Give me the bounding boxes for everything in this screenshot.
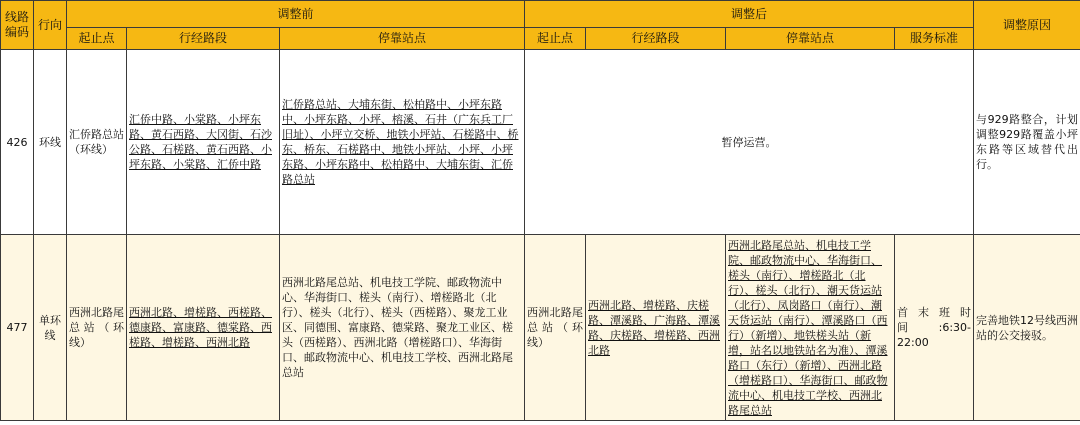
service-standard-cell: 首末班时间:6:30-22:00 (895, 235, 974, 421)
table-row (1, 235, 1080, 421)
before-route-cell: 汇侨中路、小棠路、小坪东路、黄石西路、大冈街、石沙公路、石槎路、黄石西路、小坪东路、小棠路、汇侨中路 (127, 50, 280, 235)
header-before-stops: 停靠站点 (280, 28, 525, 50)
before-stops-cell: 汇侨路总站、大埔东街、松柏路中、小坪东路中、小坪东路、小坪、榕溪、石井（广东兵工厂旧址）、小坪立交桥、地铁小坪站、石槎路中、桥东、桥东、石槎路中、地铁小坪站、小坪、小坪东路、小坪东路中、松柏路中、大埔东街、汇侨路总站 (280, 50, 525, 235)
header-before-terminals: 起止点 (67, 28, 127, 50)
direction-cell: 环线 (34, 50, 67, 235)
header-reason: 调整原因 (974, 1, 1080, 50)
after-stops-cell: 西洲北路尾总站、机电技工学院、邮政物流中心、华海街口、槎头（南行）、增槎路北（北行）、槎头（北行）、潮天货运站（北行）、凤岗路口（南行）、潮天货运站（南行）、潭溪路口（西行）（新增）、地铁槎头站（新增，站名以地铁站名为准）、潭溪路口（东行）（新增）、西洲北路（增槎路口）、华海街口、邮政物流中心、机电技工学校、西洲北路尾总站 (726, 235, 895, 421)
table-row (1, 50, 1080, 235)
reason-cell: 完善地铁12号线西洲站的公交接驳。 (974, 235, 1080, 421)
before-terminals-cell: 汇侨路总站（环线） (67, 50, 127, 235)
line-no-cell: 426 (1, 50, 34, 235)
after-terminals-cell: 西洲北路尾总站（环线） (525, 235, 586, 421)
before-route-cell: 西洲北路、增槎路、西槎路、德康路、富康路、德棠路、西槎路、增槎路、西洲北路 (127, 235, 280, 421)
header-after-terminals: 起止点 (525, 28, 586, 50)
header-before: 调整前 (67, 1, 525, 28)
after-suspended-cell: 暂停运营。 (525, 50, 974, 235)
before-terminals-cell: 西洲北路尾总站（环线） (67, 235, 127, 421)
before-stops-cell: 西洲北路尾总站、机电技工学院、邮政物流中心、华海街口、槎头（南行）、增槎路北（北行）、槎头（北行）、槎头（西槎路）、聚龙工业区、同德围、富康路、德棠路、聚龙工业区、槎头（西槎路）、西洲北路（增槎路口）、华海街口、邮政物流中心、机电技工学校、西洲北路尾总站 (280, 235, 525, 421)
after-route-cell: 西洲北路、增槎路、庆槎路、潭溪路、广海路、潭溪路、庆槎路、增槎路、西洲北路 (586, 235, 726, 421)
header-direction: 行向 (34, 1, 67, 50)
header-after-stops: 停靠站点 (726, 28, 895, 50)
reason-cell: 与929路整合，计划调整929路覆盖小坪东路等区域替代出行。 (974, 50, 1080, 235)
line-no-cell: 477 (1, 235, 34, 421)
direction-cell: 单环线 (34, 235, 67, 421)
header-after: 调整后 (525, 1, 974, 28)
header-after-route: 行经路段 (586, 28, 726, 50)
header-service-standard: 服务标准 (895, 28, 974, 50)
header-before-route: 行经路段 (127, 28, 280, 50)
header-line-no: 线路编码 (1, 1, 34, 50)
